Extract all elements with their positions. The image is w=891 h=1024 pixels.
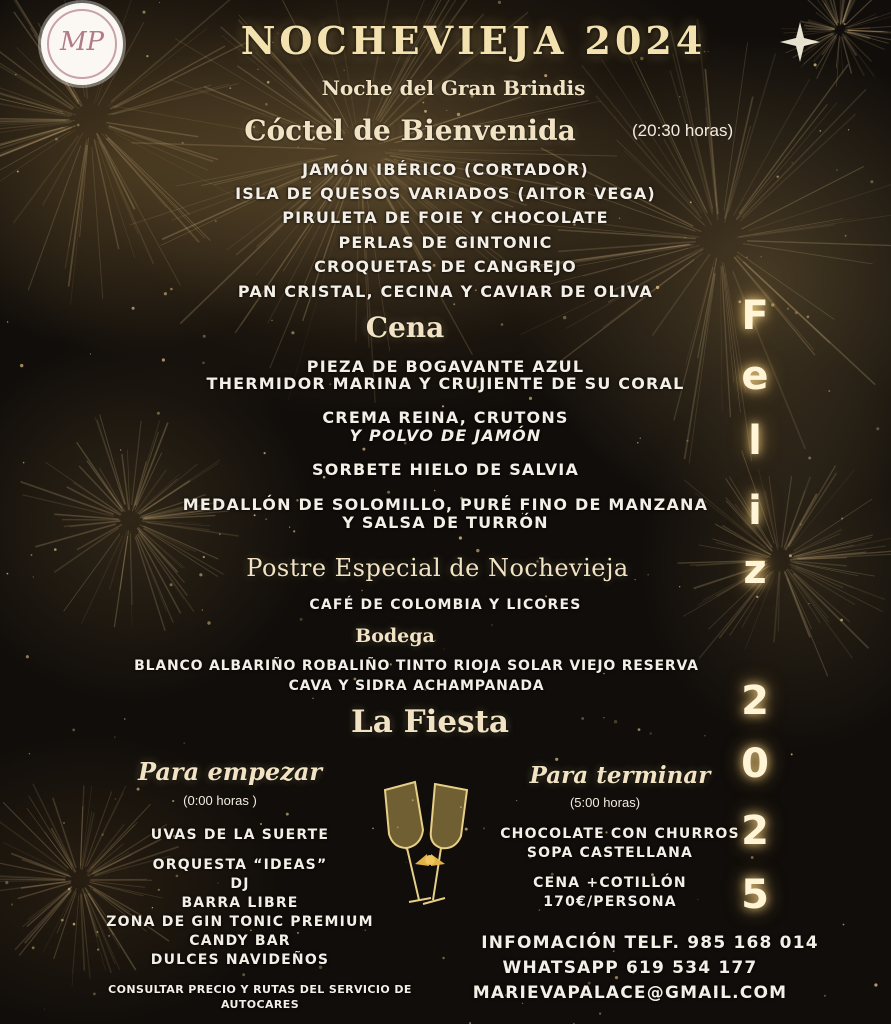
sparkle — [424, 110, 427, 113]
terminar-item: CHOCOLATE CON CHURROS — [500, 826, 740, 842]
firework-streak — [135, 537, 165, 631]
logo-monogram: MP — [59, 27, 105, 57]
contact-email[interactable]: MARIEVAPALACE@GMAIL.COM — [472, 983, 788, 1003]
sparkle — [54, 548, 57, 551]
empezar-item: DJ — [230, 876, 250, 892]
sparkle — [242, 973, 245, 976]
sparkle — [446, 110, 447, 111]
year-digit: 5 — [741, 872, 769, 918]
coctel-heading: Cóctel de Bienvenida — [244, 114, 576, 147]
sparkle — [291, 331, 294, 334]
sparkle — [603, 717, 604, 718]
subtitle: Noche del Gran Brindis — [321, 76, 586, 100]
autocares-note: AUTOCARES — [220, 998, 300, 1011]
sparkle — [444, 649, 445, 650]
firework-streak — [27, 887, 72, 927]
sparkle — [459, 536, 462, 539]
sparkle — [529, 397, 532, 400]
sparkle — [312, 698, 313, 699]
sparkle — [77, 124, 80, 127]
sparkle — [29, 753, 30, 754]
terminar-price: 170€/PERSONA — [543, 894, 677, 910]
sparkle — [132, 307, 135, 310]
sparkle — [11, 903, 13, 905]
cena-dish: Y SALSA DE TURRÓN — [342, 513, 549, 532]
page-title: NOCHEVIEJA 2024 — [240, 18, 707, 63]
sparkle — [264, 452, 266, 454]
sparkle — [183, 742, 185, 744]
sparkle — [170, 583, 173, 586]
sparkle — [7, 321, 8, 322]
sparkle — [271, 320, 272, 321]
sparkle — [124, 718, 125, 719]
terminar-item: SOPA CASTELLANA — [526, 845, 694, 861]
sparkle — [44, 1009, 45, 1010]
coctel-item: PAN CRISTAL, CECINA Y CAVIAR DE OLIVA — [237, 282, 654, 301]
sparkle — [257, 69, 258, 70]
sparkle — [159, 2, 160, 3]
feliz-letter: l — [748, 418, 762, 464]
sparkle — [90, 353, 91, 354]
feliz-letter: F — [741, 293, 769, 339]
sparkle — [362, 448, 365, 451]
postre-heading: Postre Especial de Nochevieja — [246, 554, 629, 582]
sparkle — [361, 590, 363, 592]
sparkle — [203, 335, 206, 338]
empezar-item: CANDY BAR — [189, 933, 291, 949]
empezar-item: UVAS DE LA SUERTE — [150, 827, 330, 843]
sparkle — [807, 316, 810, 319]
sparkle — [791, 753, 793, 755]
sparkle — [55, 138, 58, 141]
sparkle — [387, 491, 390, 494]
sparkle — [819, 130, 821, 132]
sparkle — [309, 181, 311, 183]
sparkle — [207, 621, 210, 624]
bodega-item: CAVA Y SIDRA ACHAMPANADA — [288, 678, 545, 694]
sparkle — [63, 822, 64, 823]
sparkle — [650, 732, 652, 734]
sparkle — [5, 881, 8, 884]
feliz-letter: i — [748, 488, 762, 534]
year-digit: 2 — [741, 678, 769, 724]
sparkle — [137, 788, 140, 791]
sparkle — [300, 618, 303, 621]
sparkle — [72, 729, 75, 732]
sparkle — [814, 63, 817, 66]
firework-streak — [51, 828, 75, 872]
sparkle — [453, 303, 455, 305]
sparkle — [32, 946, 35, 949]
sparkle — [434, 490, 436, 492]
sparkle — [555, 758, 558, 761]
sparkle — [260, 823, 262, 825]
sparkle — [614, 720, 617, 723]
sparkle — [638, 728, 641, 731]
sparkle — [501, 323, 504, 326]
sparkle — [68, 888, 71, 891]
empezar-item: DULCES NAVIDEÑOS — [150, 952, 330, 968]
empezar-item: BARRA LIBRE — [181, 895, 299, 911]
empezar-time: (0:00 horas ) — [183, 793, 257, 808]
sparkle — [874, 983, 877, 986]
sparkle — [73, 923, 76, 926]
year-digit: 0 — [741, 741, 769, 787]
firework-streak — [548, 260, 694, 371]
cena-heading: Cena — [365, 311, 445, 344]
sparkle — [848, 129, 849, 130]
sparkle — [751, 856, 754, 859]
coctel-item: PERLAS DE GINTONIC — [338, 233, 553, 252]
coctel-item: PIRULETA DE FOIE Y CHOCOLATE — [282, 208, 609, 227]
cena-dish: THERMIDOR MARINA Y CRUJIENTE DE SU CORAL — [206, 374, 685, 393]
terminar-time: (5:00 horas) — [569, 795, 641, 810]
sparkle — [15, 74, 16, 75]
empezar-item: ORQUESTA “IDEAS” — [152, 857, 328, 873]
terminar-item: CENA +COTILLÓN — [533, 875, 687, 891]
terminar-heading: Para terminar — [529, 762, 711, 789]
cena-dish: PIEZA DE BOGAVANTE AZUL — [306, 357, 585, 376]
sparkle — [498, 1, 501, 4]
firework-streak — [0, 118, 69, 120]
sparkle — [114, 736, 115, 737]
sparkle — [787, 308, 789, 310]
coctel-time: (20:30 horas) — [632, 121, 734, 140]
firework-streak — [72, 894, 78, 974]
sparkle — [795, 311, 798, 314]
firework-streak — [399, 151, 618, 156]
firework-streak — [0, 880, 66, 881]
sparkle — [491, 624, 493, 626]
sparkle — [563, 316, 566, 319]
empezar-heading: Para empezar — [137, 757, 323, 786]
sparkle — [581, 717, 584, 720]
sparkle — [219, 533, 221, 535]
sparkle — [679, 586, 680, 587]
contact-whatsapp[interactable]: WHATSAPP 619 534 177 — [502, 958, 758, 978]
year-digit: 2 — [741, 808, 769, 854]
empezar-item: ZONA DE GIN TONIC PREMIUM — [106, 914, 374, 930]
cena-dish: CREMA REINA, CRUTONS — [322, 408, 569, 427]
sparkle — [265, 103, 268, 106]
coctel-item: CROQUETAS DE CANGREJO — [314, 257, 577, 276]
cena-dish: SORBETE HIELO DE SALVIA — [311, 460, 580, 479]
coctel-item: JAMÓN IBÉRICO (CORTADOR) — [302, 160, 589, 179]
sparkle — [476, 549, 479, 552]
autocares-note: CONSULTAR PRECIO Y RUTAS DEL SERVICIO DE — [108, 983, 412, 996]
sparkle — [704, 735, 705, 736]
firework-streak — [29, 796, 73, 868]
sparkle — [286, 813, 289, 816]
sparkle — [343, 70, 344, 71]
sparkle — [843, 924, 845, 926]
feliz-letter: e — [741, 353, 769, 399]
sparkle — [840, 619, 843, 622]
bodega-item: BLANCO ALBARIÑO ROBALIÑO TINTO RIOJA SOLAR VIEJO RESERVA — [134, 658, 699, 674]
sparkle — [120, 449, 121, 450]
coctel-item: ISLA DE QUESOS VARIADOS (AITOR VEGA) — [235, 184, 656, 203]
champagne-glasses-icon — [375, 770, 485, 920]
sparkle — [182, 142, 184, 144]
cena-dish: MEDALLÓN DE SOLOMILLO, PURÉ FINO DE MANZANA — [182, 495, 709, 514]
sparkle — [423, 102, 425, 104]
sparkle — [143, 11, 146, 14]
sparkle — [61, 919, 64, 922]
sparkle — [870, 180, 873, 183]
cena-dish: Y POLVO DE JAMÓN — [349, 426, 542, 445]
bodega-heading: Bodega — [355, 625, 435, 647]
fiesta-heading: La Fiesta — [350, 704, 510, 740]
sparkle — [599, 1013, 601, 1015]
postre-item: CAFÉ DE COLOMBIA Y LICORES — [309, 597, 582, 613]
sparkle — [115, 798, 117, 800]
contact-phone[interactable]: INFOMACIÓN TELF. 985 168 014 — [481, 933, 819, 953]
feliz-letter: z — [743, 547, 767, 593]
